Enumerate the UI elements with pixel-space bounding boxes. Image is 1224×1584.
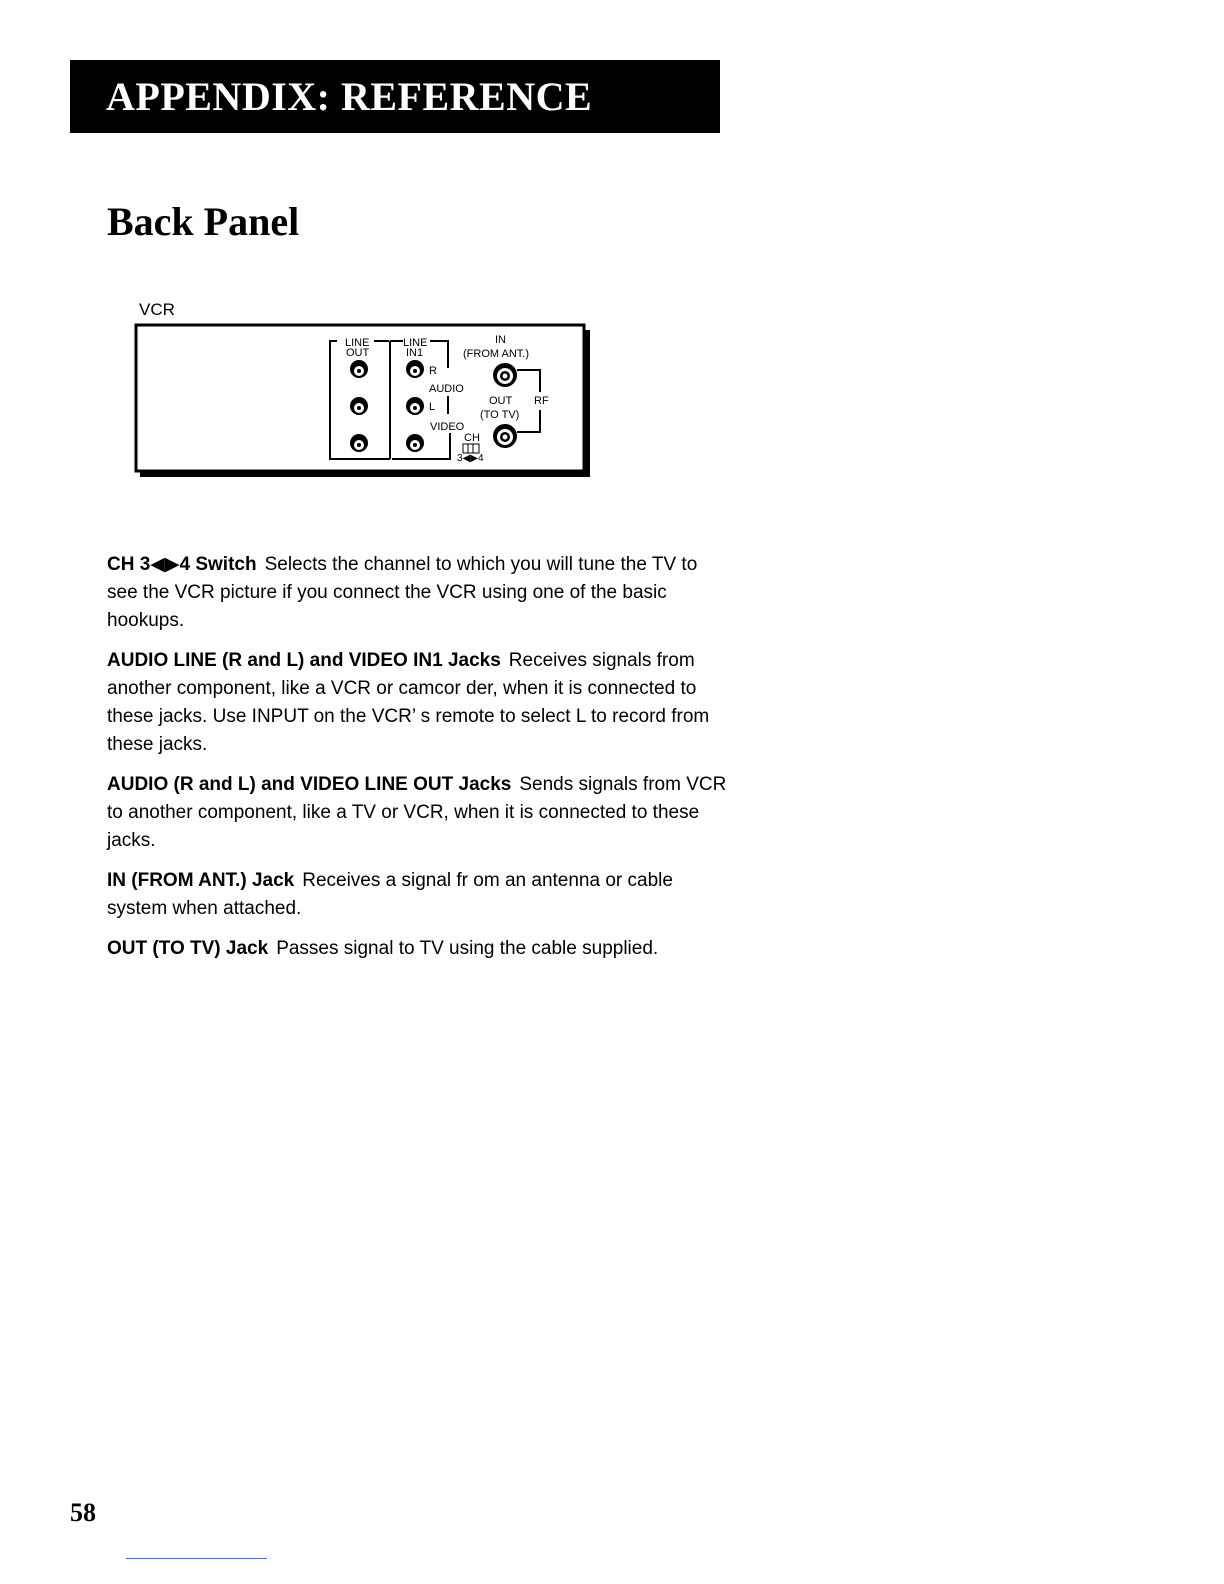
label-from-ant: (FROM ANT.) [463,348,529,360]
description-ch-switch [107,551,727,635]
header-title: APPENDIX: REFERENCE [106,74,593,119]
line-in-video-jack [406,434,424,452]
page-number: 58 [70,1498,96,1527]
diagram-caption: VCR [139,300,175,319]
label-video: VIDEO [430,421,465,433]
line-in-audio-r-jack [406,360,424,378]
description-audio-video-in1 [107,647,727,759]
line-in-audio-l-jack [406,397,424,415]
footer-divider [126,1558,267,1559]
label-ch-switch: 3◀▶4 [457,453,484,464]
description-line-out [107,771,727,855]
label-ch: CH [464,432,480,444]
label-out: OUT [489,395,513,407]
description-rf-out [107,935,727,963]
label-rf: RF [534,395,549,407]
description-text: Passes signal to TV using the cable supplied. [276,938,659,959]
description-rf-in [107,867,727,923]
jack-descriptions [107,551,727,975]
description-term: CH 3◀▶4 Switch [107,554,257,575]
label-in: IN [495,334,506,346]
line-in-label-line: LINE [403,337,428,349]
rf-out-jack [493,424,517,448]
description-term: IN (FROM ANT.) Jack [107,870,295,891]
rf-in-jack [493,363,517,387]
section-title: Back Panel [107,199,300,244]
description-text: Sends signals from VCR to another component, like a TV or VCR, when it is connected to these jacks. [107,774,727,851]
description-text: Receives signals from another component, like a VCR or camcor der, when it is connected to these jacks. Use INPUT on the VCR’ s remote to select L to record from these jacks. [107,650,710,755]
vcr-back-panel-diagram [130,318,600,488]
description-text: Selects the channel to which you will tune the TV to see the VCR picture if you connect the VCR using one of the basic hookups. [107,554,698,631]
label-audio: AUDIO [429,383,464,395]
label-r: R [429,365,437,377]
header-bar [70,60,720,133]
description-term: OUT (TO TV) Jack [107,938,269,959]
line-out-audio-l-jack [350,397,368,415]
line-out-label-out: OUT [346,347,370,359]
label-to-tv: (TO TV) [480,409,520,421]
description-term: AUDIO LINE (R and L) and VIDEO IN1 Jacks [107,650,501,671]
label-l: L [429,401,436,413]
ch-switch-icon [463,444,479,453]
line-out-video-jack [350,434,368,452]
line-out-audio-r-jack [350,360,368,378]
description-text: Receives a signal fr om an antenna or cable system when attached. [107,870,673,919]
line-in-label-in1: IN1 [406,347,424,359]
line-out-label-line: LINE [345,337,370,349]
description-term: AUDIO (R and L) and VIDEO LINE OUT Jacks [107,774,512,795]
